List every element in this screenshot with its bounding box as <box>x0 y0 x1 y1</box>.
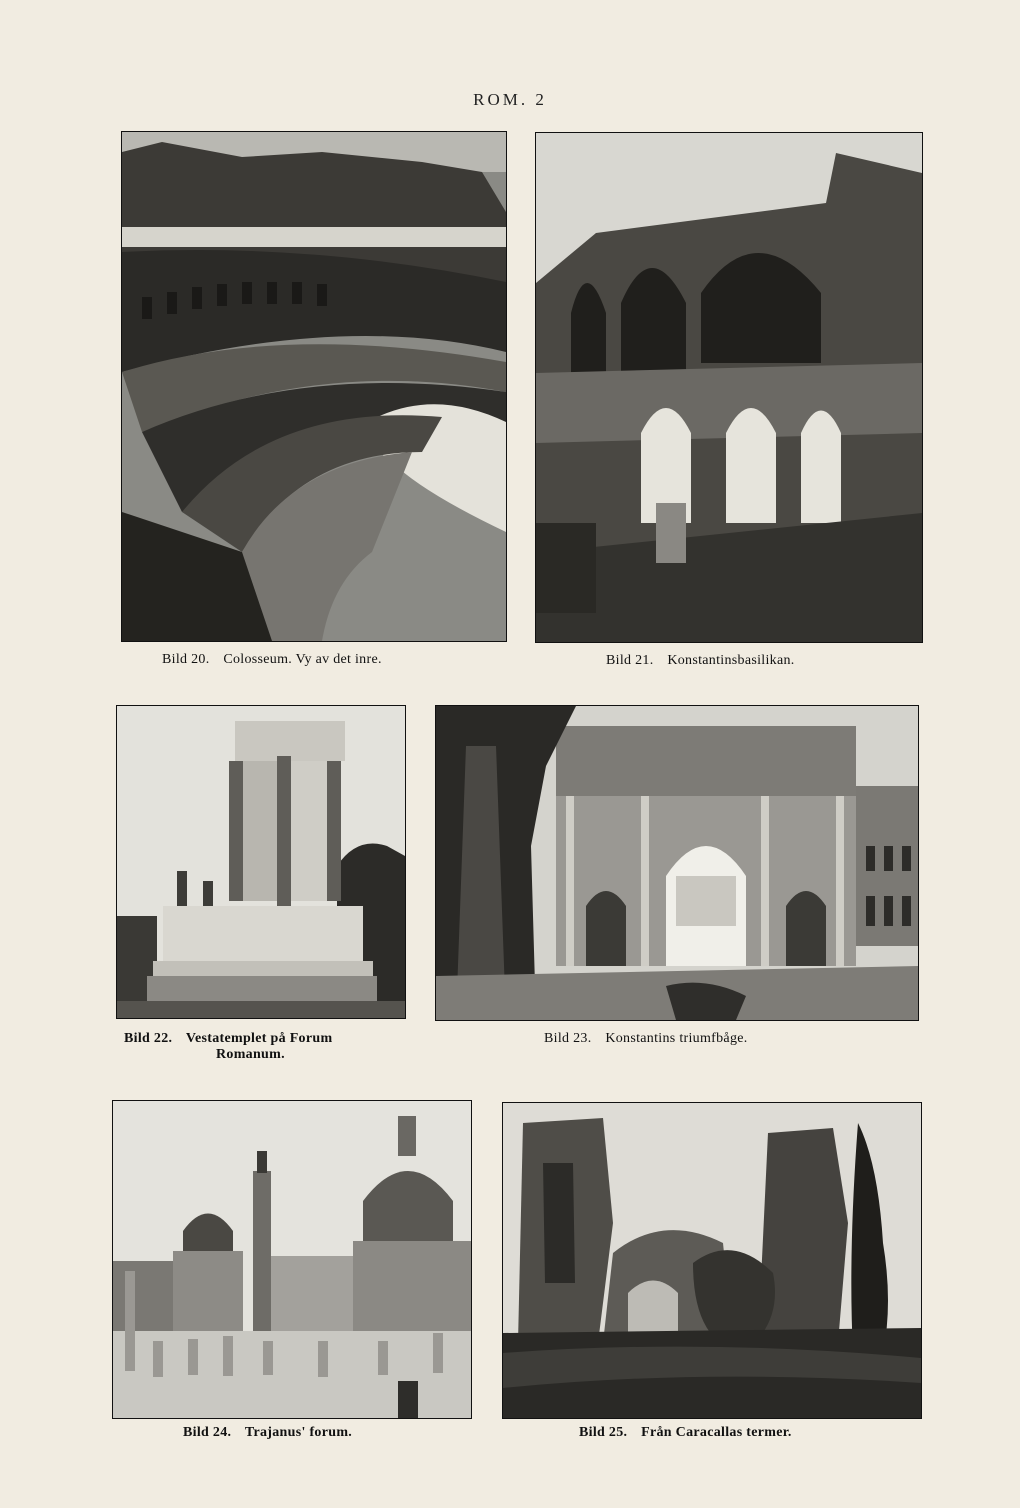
caption-title: Vestatemplet på Forum <box>185 1031 333 1046</box>
caption-bild-24 <box>183 1425 352 1441</box>
photo-konstantinsbasilikan <box>535 132 923 643</box>
photo-vestatemplet <box>116 705 406 1019</box>
caption-number: Bild 24. <box>183 1425 232 1440</box>
caption-number: Bild 22. <box>124 1031 173 1046</box>
photo-konstantins-triumfbage <box>435 705 919 1021</box>
caption-title: Konstantinsbasilikan. <box>667 653 795 668</box>
caption-number: Bild 23. <box>544 1031 592 1046</box>
caption-bild-23 <box>544 1031 748 1047</box>
caption-title: Colosseum. Vy av det inre. <box>223 652 382 667</box>
caption-title: Trajanus' forum. <box>244 1425 353 1440</box>
caption-number: Bild 25. <box>579 1425 628 1440</box>
page-header: ROM. 2 <box>473 90 547 109</box>
photo-trajanus-forum <box>112 1100 472 1419</box>
photo-caracallas-termer <box>502 1102 922 1419</box>
caption-title: Konstantins triumfbåge. <box>605 1031 748 1046</box>
caption-number: Bild 20. <box>162 652 210 667</box>
caption-bild-22 <box>124 1031 404 1063</box>
caption-number: Bild 21. <box>606 653 654 668</box>
caption-title-line2: Romanum. <box>216 1047 285 1062</box>
caption-bild-21 <box>606 653 795 669</box>
caption-bild-20 <box>162 652 382 668</box>
photo-colosseum <box>121 131 507 642</box>
caption-bild-25 <box>579 1425 792 1441</box>
caption-title: Från Caracallas termer. <box>641 1425 792 1440</box>
